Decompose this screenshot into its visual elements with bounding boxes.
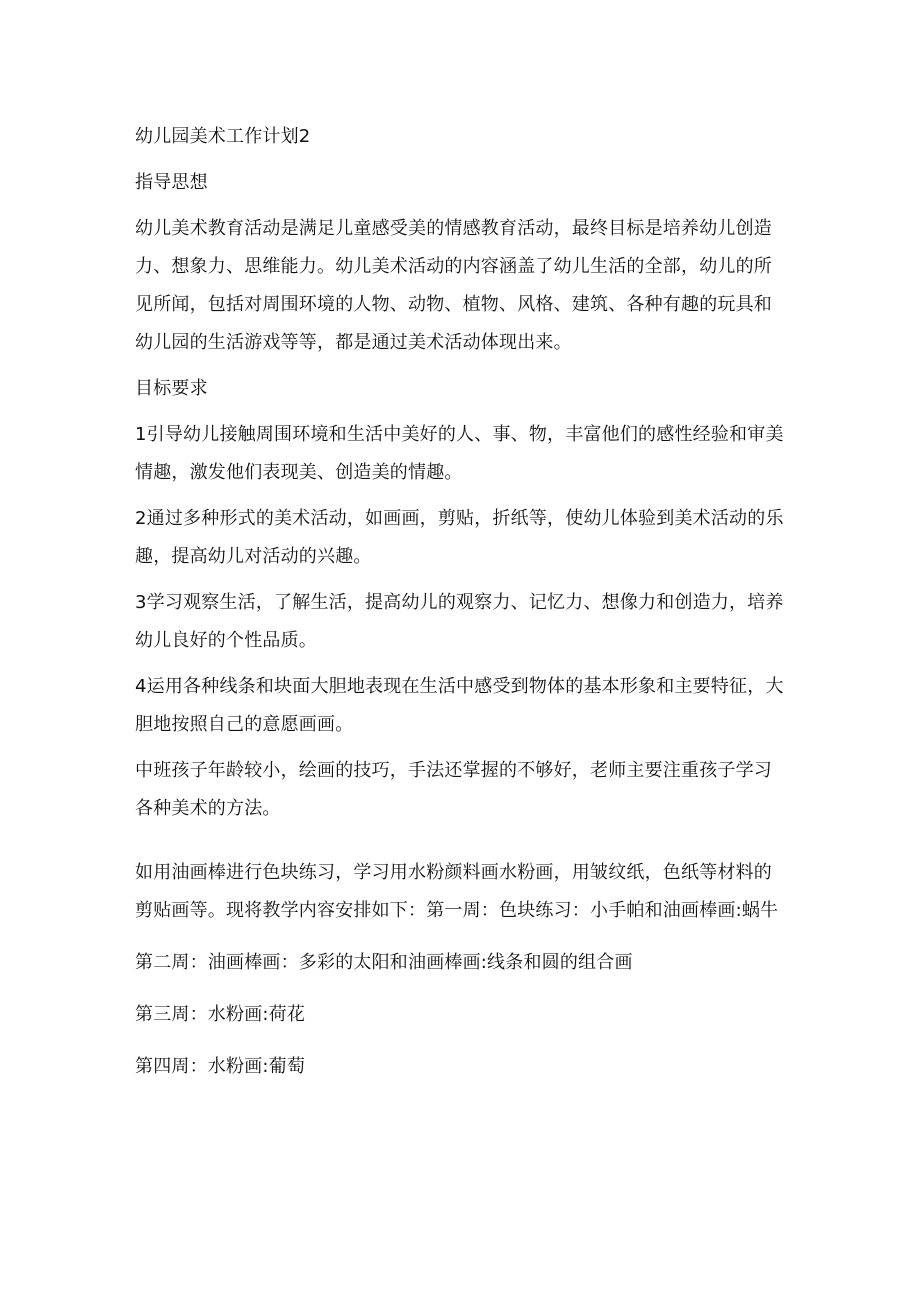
section-heading-goals: 目标要求 — [135, 378, 208, 399]
goal-item-3: 3学习观察生活，了解生活，提高幼儿的观察力、记忆力、想像力和创造力，培养幼儿良好的个性品质。 — [135, 592, 784, 651]
note-paragraph-2: 如用油画棒进行色块练习，学习用水粉颜料画水粉画，用皱纹纸，色纸等材料的剪贴画等。现将教学内容安排如下：第一周：色块练习：小手帕和油画棒画:蜗牛 — [135, 862, 779, 921]
week-3-plan: 第三周：水粉画:荷花 — [135, 1004, 306, 1025]
document-title: 幼儿园美术工作计划2 — [135, 126, 311, 147]
goal-item-1: 1引导幼儿接触周围环境和生活中美好的人、事、物，丰富他们的感性经验和审美情趣，激发他们表现美、创造美的情趣。 — [135, 424, 784, 483]
week-4-plan: 第四周：水粉画:葡萄 — [135, 1056, 306, 1077]
week-2-plan: 第二周：油画棒画：多彩的太阳和油画棒画:线条和圆的组合画 — [135, 952, 633, 973]
goal-item-2: 2通过多种形式的美术活动，如画画，剪贴，折纸等，使幼儿体验到美术活动的乐趣，提高幼儿对活动的兴趣。 — [135, 508, 784, 567]
note-paragraph-1: 中班孩子年龄较小，绘画的技巧，手法还掌握的不够好，老师主要注重孩子学习各种美术的方法。 — [135, 760, 772, 819]
goal-item-4: 4运用各种线条和块面大胆地表现在生活中感受到物体的基本形象和主要特征，大胆地按照自己的意愿画画。 — [135, 676, 784, 735]
section-heading-guiding-thought: 指导思想 — [135, 172, 208, 193]
guiding-thought-paragraph: 幼儿美术教育活动是满足儿童感受美的情感教育活动，最终目标是培养幼儿创造力、想象力、思维能力。幼儿美术活动的内容涵盖了幼儿生活的全部，幼儿的所见所闻，包括对周围环境的人物、动物、植物、风格、建筑、各种有趣的玩具和幼儿园的生活游戏等等，都是通过美术活动体现出来。 — [135, 218, 772, 353]
document-content — [135, 118, 787, 1086]
